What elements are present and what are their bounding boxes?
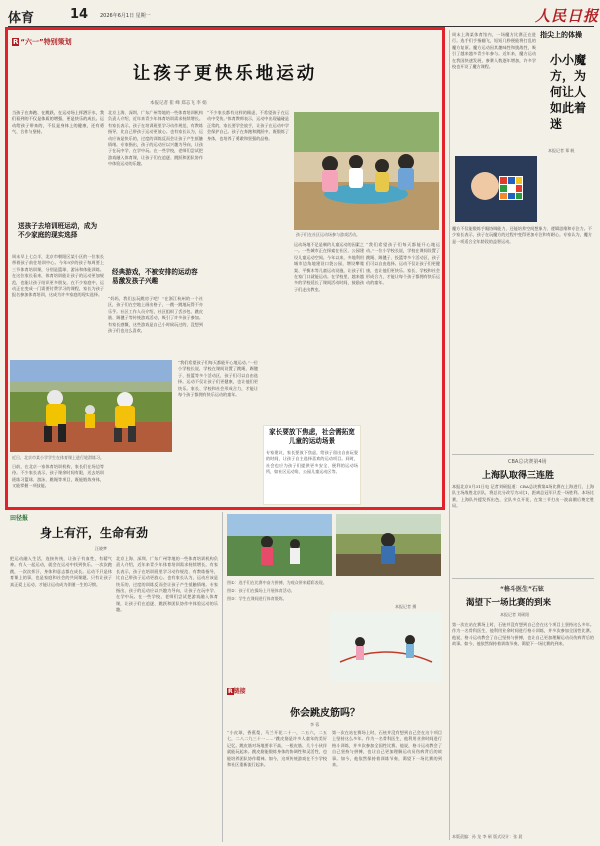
column-divider (449, 30, 450, 840)
subhead-1: 送孩子去培训班运动，成为不少家庭的现实选择 (18, 222, 98, 239)
right-top-label: 指尖上的体操 (540, 31, 582, 39)
bottom-left-byline: 汪晓梦 (95, 546, 107, 551)
photo-rubiks-cube (455, 156, 537, 222)
right-divider-1 (452, 454, 594, 455)
photo-sport-2 (336, 514, 441, 576)
subhead-3: 家长要放下焦虑，社会需拓宽儿童的运动场景 (269, 428, 355, 445)
right-mid-label: CBA总决赛第4场 (508, 459, 547, 465)
link-label (227, 686, 246, 695)
main-byline: 本报记者 崔 峰 郑志飞 李 娟 (150, 101, 207, 106)
right-bot-subtitle: 渴望下一场比赛的到来 (466, 598, 552, 608)
right-bot-title: “格斗医生”石铉 (500, 586, 544, 593)
column-2-text: 北京上海、深圳、广东广州等地的一些体育培训机构负责人介绍，近年来青少年体育培训需求持续增长。有家长表示，孩子在培训班里学习动作规范、有教练指导，比自己带孩子运动更放心。也有家长认为，运动应该是快乐的，过度的训练反而会让孩子产生抵触情绪。专家指出，孩子的运动应以兴趣为导向，让孩子在玩中学、在学中玩。在一些学校，老师们尝试把游戏融入体育课，让孩子们在追逐、跳跃和团队协作中体验运动的乐趣。 (108, 110, 203, 167)
photo-children-playground (294, 112, 439, 230)
bottom-photo-credit: 本报记者 摄 (395, 604, 417, 609)
kicker-mark: R (13, 38, 19, 46)
column-4-text: 运动场地不足是制约儿童运动的因素之一。一些城市正在探索在社区、公园建设儿童运动空间。今年以来，多地利用城市边角地建设口袋公园，增设攀爬架、平衡木等儿童运动设施，让孩子们在家门口就能运动。在学校里，越来越多的学校延长了课间活动时间，鼓励孩子们走出教室。 (294, 242, 364, 292)
link-byline: 李 蓉 (310, 722, 320, 727)
subhead-3-text: 专家建议，家长要放下焦虑，给孩子留出自由玩耍的时间，让孩子自主选择喜欢的运动项目。同时，社会也应为孩子们提供更多安全、便利的运动场所，如社区运动角、公园儿童运动区等。 (266, 450, 358, 475)
bottom-caption-b: 图②：孩子们在操场上开展体育活动。 (227, 588, 295, 593)
main-headline[interactable]: 让孩子更快乐地运动 (132, 64, 318, 84)
masthead-logo: 人民日报 (535, 7, 600, 25)
story-kicker (12, 37, 72, 47)
issue-date: 2026年6月1日 星期一 (100, 13, 151, 19)
right-top-text-b: 魔方不仅能锻炼手眼协调能力，还能培养空间想象力、逻辑思维和专注力。不少家长表示，孩子在玩魔方的过程中变得更加专注和有耐心。专家认为，魔方是一项适合全年龄段的益智运动。 (452, 226, 592, 244)
right-top-title: 小小魔方，为何让人如此着迷 (550, 53, 587, 131)
page-header (0, 0, 600, 30)
right-divider-2 (452, 578, 594, 579)
column-1-text: 周末早上七点半，北京市朝阳区某小区的一位家长带着孩子前往培训中心。今年9岁的孩子每周要上三节体育培训课，分别是篮球、游泳和体能训练。在这位家长看来，体育培训能让孩子的运动更加规范，也能让孩子结识更多朋友。在不少家庭中，运动正在变成一门需要付费学习的课程，家长为孩子报名参加体育培训，这成为许多家庭的现实选择。 (12, 254, 104, 298)
photo-sport-1 (227, 514, 332, 576)
link-label-text: 链接 (233, 688, 246, 695)
column-1-continued: 日前，在北京一家体育培训机构，家长们在场边等待。不少家长表示，孩子课余时间有限，送去培训班练习篮球、游泳、跳绳等项目，既能锻炼身体，又能掌握一项技能。 (12, 464, 104, 489)
link-title: 你会跳皮筋吗？ (290, 708, 360, 719)
bottom-divider (222, 512, 223, 842)
bottom-caption-a: 图①：选手们在比赛中奋力拼搏，为观众带来精彩表现。 (227, 580, 327, 585)
bottom-left-title: 身上有汗，生命有劲 (40, 526, 149, 540)
column-3-text: “我们希望孩子们每天都能开心地运动。”一位小学校长说，学校在课间设置了跳绳、踢毽子、投篮等多个活动区，孩子们可以自由选择。运动不仅让孩子们更健康，也让他们更快乐。家长、学校和社会形成合力，才能让每个孩子都拥有快乐运动的童年。 (178, 360, 258, 398)
story-intro: 当孩子在奔跑、在跳跃，在运动场上挥洒汗水，我们看到的不仅是体质的增强，更是快乐的成长。运动给孩子带来的，不仅是身体上的健康，还有勇气、合作与坚持。 (12, 110, 104, 135)
photo-roller-skating (10, 360, 172, 452)
bottom-left-text-b: 北京上海、深圳、广东广州等地的一些体育培训机构负责人介绍，近年来青少年体育培训需求持续增长。有家长表示，孩子在培训班里学习动作规范、有教练指导，比自己带孩子运动更放心。也有家长认为，运动应该是快乐的，过度的训练反而会让孩子产生抵触情绪。专家指出，孩子的运动应以兴趣为导向，让孩子在玩中学、在学中玩。在一些学校，老师们尝试把游戏融入体育课，让孩子们在追逐、跳跃和团队协作中体验运动的乐趣。 (116, 556, 218, 613)
bottom-left-text-a: 把运动融入生活，连接传统，让孩子有血性，有精气神。有人一起运动，就会在运动中找到快乐。一次次跑跳，一次次挥汗，身体和意志都在成长。运动不只是体育课上的事，也是家庭和社会的共同课题。只有让孩子真正爱上运动，才能让运动成为伴随一生的习惯。 (10, 556, 112, 587)
photo-caption-2: 孩子们在社区运动场参与游戏活动。 (296, 232, 360, 237)
link-mark: R (228, 688, 233, 695)
link-text-b: 第一次在站在赛场上时，石铉并没有想到自己会在这个项目上坚持这么多年。作为一名骨科医生，他利用业余时间进行格斗训练，并多次参加全国性比赛。他说，格斗运动教会了自己坚持与拼搏，也让自己更加理解运动员伤病背后的故事。如今，他依然保持着训练节奏，渴望下一场比赛的到来。 (332, 730, 442, 768)
kicker-text: “六一”特别策划 (20, 38, 72, 46)
right-bot-text: 第一次在站在赛场上时，石铉并没有想到自己会在这个项目上坚持这么多年。作为一名骨科医生，他利用业余时间进行格斗训练，并多次参加全国性比赛。他说，格斗运动教会了自己坚持与拼搏，也让自己更加理解运动员伤病背后的故事。如今，他依然保持着训练节奏，渴望下一场比赛的到来。 (452, 622, 594, 647)
right-mid-title: 上海队取得三连胜 (482, 471, 555, 481)
column-3-top-text: “不少家长都有这样的顾虑，不希望孩子在运动中受伤。”体育教师表示，运动中出现磕碰是正常的，家长要学会放手，让孩子在运动中学会保护自己。孩子在奔跑和跳跃中，既锻炼了身体，也培养了勇敢和坚强的品格。 (207, 110, 289, 141)
page-number: 14 (70, 7, 89, 22)
section-name: 体育 (8, 11, 35, 26)
column-2-continued: “妈妈，我们去玩跳房子吧！”在浙江杭州的一个社区，孩子们在空地上画出格子，一跳一跳地玩得不亦乐乎。社区工作人员介绍，社区组织了丢沙包、跳皮筋、踢毽子等传统游戏活动，吸引了许多孩子参加。有家长感慨，这些游戏是自己小时候玩过的，没想到孩子们也这么喜欢。 (108, 296, 203, 334)
column-5-text: “我们希望孩子们每天都能开心地运动。”一位小学校长说，学校在课间设置了跳绳、踢毽子、投篮等多个活动区，孩子们可以自由选择。运动不仅让孩子们更健康，也让他们更快乐。家长、学校和社会形成合力，才能让每个孩子都拥有快乐运动的童年。 (366, 242, 440, 286)
right-mid-text: 本报北京5月31日电 记者刘硕报道：CBA总决赛第4场比赛在上海进行，上海队主场战胜北京队，将总比分改写为3比1，距离总冠军只差一场胜利。本场比赛，上海队外援发挥出色，全队多点开花，在第三节打出一波高潮后奠定胜局。 (452, 484, 594, 509)
subhead-2: 经典游戏，不被安排的运动容易激发孩子兴趣 (112, 268, 198, 285)
illustration-rope-game (330, 612, 442, 682)
link-text-a: “小皮球，香蕉梨，马兰开花二十一，二五六，二五七，二八二九三十一……”跳皮筋是许多人童年的美好记忆。跳皮筋对场地要求不高，一根皮筋、几个小伙伴就能玩起来。跳皮筋能锻炼身体的协调性和灵活性，也能培养团队协作精神。如今，这项传统游戏在不少学校和社区重新流行起来。 (227, 730, 327, 768)
bottom-section-mark: 田径报 (10, 515, 29, 522)
page-footer: 本版责编：孙 龙 李 硕 版式设计：张 晨 (452, 834, 523, 839)
right-top-byline: 本报记者 郑 帆 (548, 148, 575, 153)
photo-caption-1: 近日，北京市某小学学生在体育课上进行轮滑练习。 (12, 455, 104, 460)
right-bot-byline: 本报记者 刘硕阳 (500, 612, 530, 617)
right-top-text-a: 周末上海某体育馆内，一场魔方比赛正在进行。选手们手指翻飞，短短几秒便能将打乱的魔方复原。魔方运动因其趣味性和挑战性，吸引了越来越多青少年参与。近年来，魔方运动在我国快速发展，参赛人数逐年增加，许多学校也开设了魔方课程。 (452, 32, 536, 70)
bottom-caption-c: 图③：学生在课间进行体育锻炼。 (227, 596, 287, 601)
